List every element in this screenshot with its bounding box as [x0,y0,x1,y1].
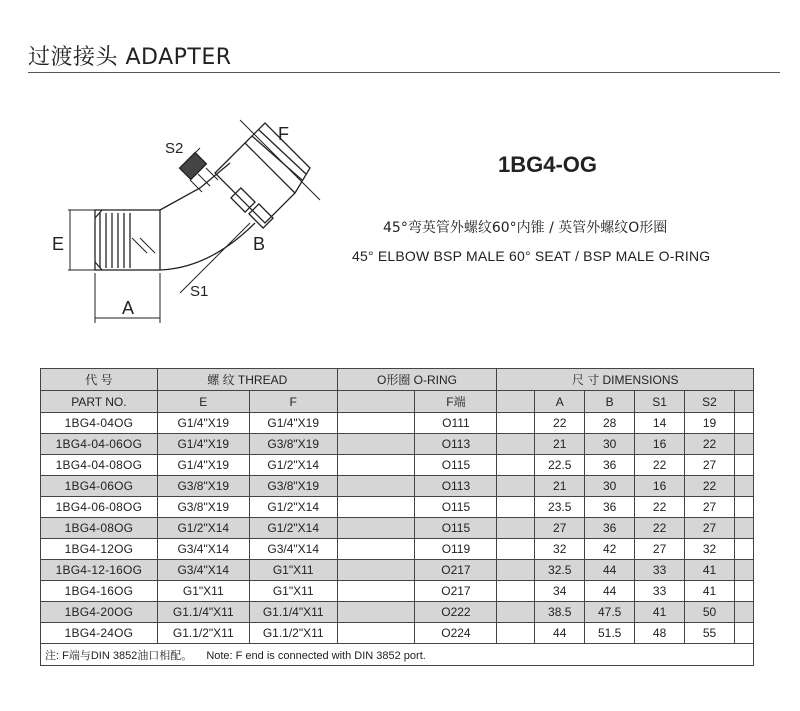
note-en: Note: F end is connected with DIN 3852 port. [206,649,426,662]
sub-header-row [41,391,754,413]
chamfer-left [95,210,102,270]
part-no-cell: 1BG4-12-16OG [41,560,158,581]
dim-s1-cell: 16 [635,476,685,497]
part-no-cell: 1BG4-20OG [41,602,158,623]
empty-cell [734,602,753,623]
dim-s2-cell: 41 [685,560,735,581]
oring-cell: O115 [415,497,497,518]
part-no-cell: 1BG4-12OG [41,539,158,560]
note-row [41,644,754,666]
label-b: B [253,234,266,254]
header-empty [337,391,415,413]
part-no-cell: 1BG4-08OG [41,518,158,539]
table-row [41,518,754,539]
header-s2: S2 [685,391,735,413]
dim-a-cell: 32.5 [535,560,585,581]
table-row [41,497,754,518]
thread-f-cell: G1/2"X14 [249,497,337,518]
empty-cell [734,434,753,455]
part-no-cell: 1BG4-06-08OG [41,497,158,518]
thread-e-cell: G1.1/4"X11 [157,602,249,623]
dim-s1-cell: 22 [635,497,685,518]
dim-b-cell: 44 [585,560,635,581]
thread-e-cell: G3/8"X19 [157,497,249,518]
dim-b-cell: 36 [585,455,635,476]
hex-section [215,143,295,223]
empty-cell [497,581,535,602]
thread-e-cell: G1/4"X19 [157,413,249,434]
empty-cell [734,539,753,560]
dim-s2-cell: 32 [685,539,735,560]
thread-f-cell: G1/2"X14 [249,518,337,539]
dim-s1-cell: 22 [635,518,685,539]
empty-cell [734,518,753,539]
thread-f-cell: G1/2"X14 [249,455,337,476]
table-row [41,602,754,623]
empty-cell [497,623,535,644]
empty-cell [497,518,535,539]
empty-cell [734,560,753,581]
thread-e-cell: G3/4"X14 [157,539,249,560]
dim-b-cell: 28 [585,413,635,434]
product-desc-cn: 45°弯英管外螺纹60°内锥 / 英管外螺纹O形圈 [383,220,668,236]
dim-s2-cell: 27 [685,497,735,518]
header-thread: 螺 纹 THREAD [157,369,337,391]
thread-e-cell: G1/4"X19 [157,434,249,455]
dim-s2-cell: 41 [685,581,735,602]
empty-cell [497,602,535,623]
thread-f-cell: G1.1/2"X11 [249,623,337,644]
thread-f-cell: G1/4"X19 [249,413,337,434]
part-no-cell: 1BG4-24OG [41,623,158,644]
thread-f-cell: G3/8"X19 [249,434,337,455]
header-oring: O形圈 O-RING [337,369,497,391]
dim-s2-cell: 55 [685,623,735,644]
dim-b-cell: 42 [585,539,635,560]
table-row [41,455,754,476]
header-dimensions: 尺 寸 DIMENSIONS [497,369,754,391]
thread-f-cell: G1.1/4"X11 [249,602,337,623]
label-f: F [278,124,289,144]
dim-b-cell: 30 [585,476,635,497]
thread-f-cell: G1"X11 [249,560,337,581]
note-cell [41,644,754,666]
dim-b-cell: 36 [585,518,635,539]
part-no-cell: 1BG4-06OG [41,476,158,497]
dim-s2-cell: 22 [685,434,735,455]
dim-s1-cell: 33 [635,560,685,581]
empty-cell [337,518,415,539]
thread-e-cell: G1/2"X14 [157,518,249,539]
dim-a-cell: 44 [535,623,585,644]
header-code-cn: 代 号 [41,369,158,391]
table-row [41,434,754,455]
empty-cell [497,455,535,476]
dim-a-cell: 21 [535,476,585,497]
part-no-cell: 1BG4-04-08OG [41,455,158,476]
oring-cell: O217 [415,560,497,581]
table-row [41,539,754,560]
part-no-cell: 1BG4-16OG [41,581,158,602]
dim-b-cell: 30 [585,434,635,455]
dim-s2-cell: 27 [685,518,735,539]
table-row [41,413,754,434]
product-desc-en: 45° ELBOW BSP MALE 60° SEAT / BSP MALE O-RING [352,248,711,264]
dim-a-cell: 23.5 [535,497,585,518]
oring-cell: O217 [415,581,497,602]
thread-f-cell: G3/8"X19 [249,476,337,497]
table-row [41,581,754,602]
dim-s1-cell: 27 [635,539,685,560]
thread-e-cell: G1.1/2"X11 [157,623,249,644]
table-row [41,623,754,644]
empty-cell [497,539,535,560]
dim-a-cell: 22 [535,413,585,434]
table-row [41,476,754,497]
empty-cell [497,476,535,497]
part-no-cell: 1BG4-04-06OG [41,434,158,455]
thread-e-cell: G3/4"X14 [157,560,249,581]
oring-cell: O111 [415,413,497,434]
thread-e-cell: G1"X11 [157,581,249,602]
empty-cell [337,476,415,497]
empty-cell [497,497,535,518]
page-title: 过渡接头 ADAPTER [28,45,232,70]
empty-cell [497,413,535,434]
group-header-row [41,369,754,391]
header-divider [28,72,780,73]
oring-cell: O115 [415,455,497,476]
dim-a-cell: 22.5 [535,455,585,476]
header-b: B [585,391,635,413]
dim-s1-cell: 33 [635,581,685,602]
header-empty [497,391,535,413]
empty-cell [337,413,415,434]
empty-cell [337,434,415,455]
empty-cell [734,476,753,497]
empty-cell [734,497,753,518]
empty-cell [497,434,535,455]
dim-s1-cell: 41 [635,602,685,623]
header-empty [734,391,753,413]
fitting-drawing [40,118,340,328]
note-cn: 注: F端与DIN 3852油口相配。 [45,649,193,662]
oring-groove [231,188,255,212]
dim-s2-cell: 19 [685,413,735,434]
body-left [95,210,160,270]
empty-cell [734,455,753,476]
empty-cell [337,602,415,623]
empty-cell [337,581,415,602]
dim-b-cell: 36 [585,497,635,518]
dim-s1-cell: 48 [635,623,685,644]
oring-cell: O113 [415,476,497,497]
thread-f-cell: G3/4"X14 [249,539,337,560]
label-s2: S2 [165,140,184,157]
spec-rows [41,413,754,644]
s2-nut [180,153,207,180]
dim-b-cell: 44 [585,581,635,602]
oring-cell: O224 [415,623,497,644]
oring-cell: O113 [415,434,497,455]
thread-f-cell: G1"X11 [249,581,337,602]
header-f-end: F端 [415,391,497,413]
dim-s2-cell: 22 [685,476,735,497]
label-e: E [52,234,65,254]
dim-s1-cell: 22 [635,455,685,476]
dim-a-cell: 34 [535,581,585,602]
dim-s1-cell: 16 [635,434,685,455]
dim-b-cell: 47.5 [585,602,635,623]
dim-a-cell: 27 [535,518,585,539]
header-s1: S1 [635,391,685,413]
table-row [41,560,754,581]
empty-cell [734,413,753,434]
thread-e-cell: G3/8"X19 [157,476,249,497]
dim-a-cell: 32 [535,539,585,560]
empty-cell [734,623,753,644]
label-a: A [122,298,135,318]
dim-s1-cell: 14 [635,413,685,434]
empty-cell [337,539,415,560]
empty-cell [337,455,415,476]
empty-cell [337,560,415,581]
thread-e-cell: G1/4"X19 [157,455,249,476]
empty-cell [337,497,415,518]
header-e: E [157,391,249,413]
dim-s2-cell: 50 [685,602,735,623]
empty-cell [337,623,415,644]
dim-a-cell: 21 [535,434,585,455]
dim-a-cell: 38.5 [535,602,585,623]
spec-table [40,368,754,666]
header-part-no: PART NO. [41,391,158,413]
oring-cell: O222 [415,602,497,623]
header-a: A [535,391,585,413]
label-s1: S1 [190,283,209,300]
product-code: 1BG4-OG [498,152,598,177]
header-f: F [249,391,337,413]
oring-cell: O115 [415,518,497,539]
oring-cell: O119 [415,539,497,560]
empty-cell [734,581,753,602]
empty-cell [497,560,535,581]
part-no-cell: 1BG4-04OG [41,413,158,434]
dim-b-cell: 51.5 [585,623,635,644]
dim-s2-cell: 27 [685,455,735,476]
elbow-body [160,163,255,270]
